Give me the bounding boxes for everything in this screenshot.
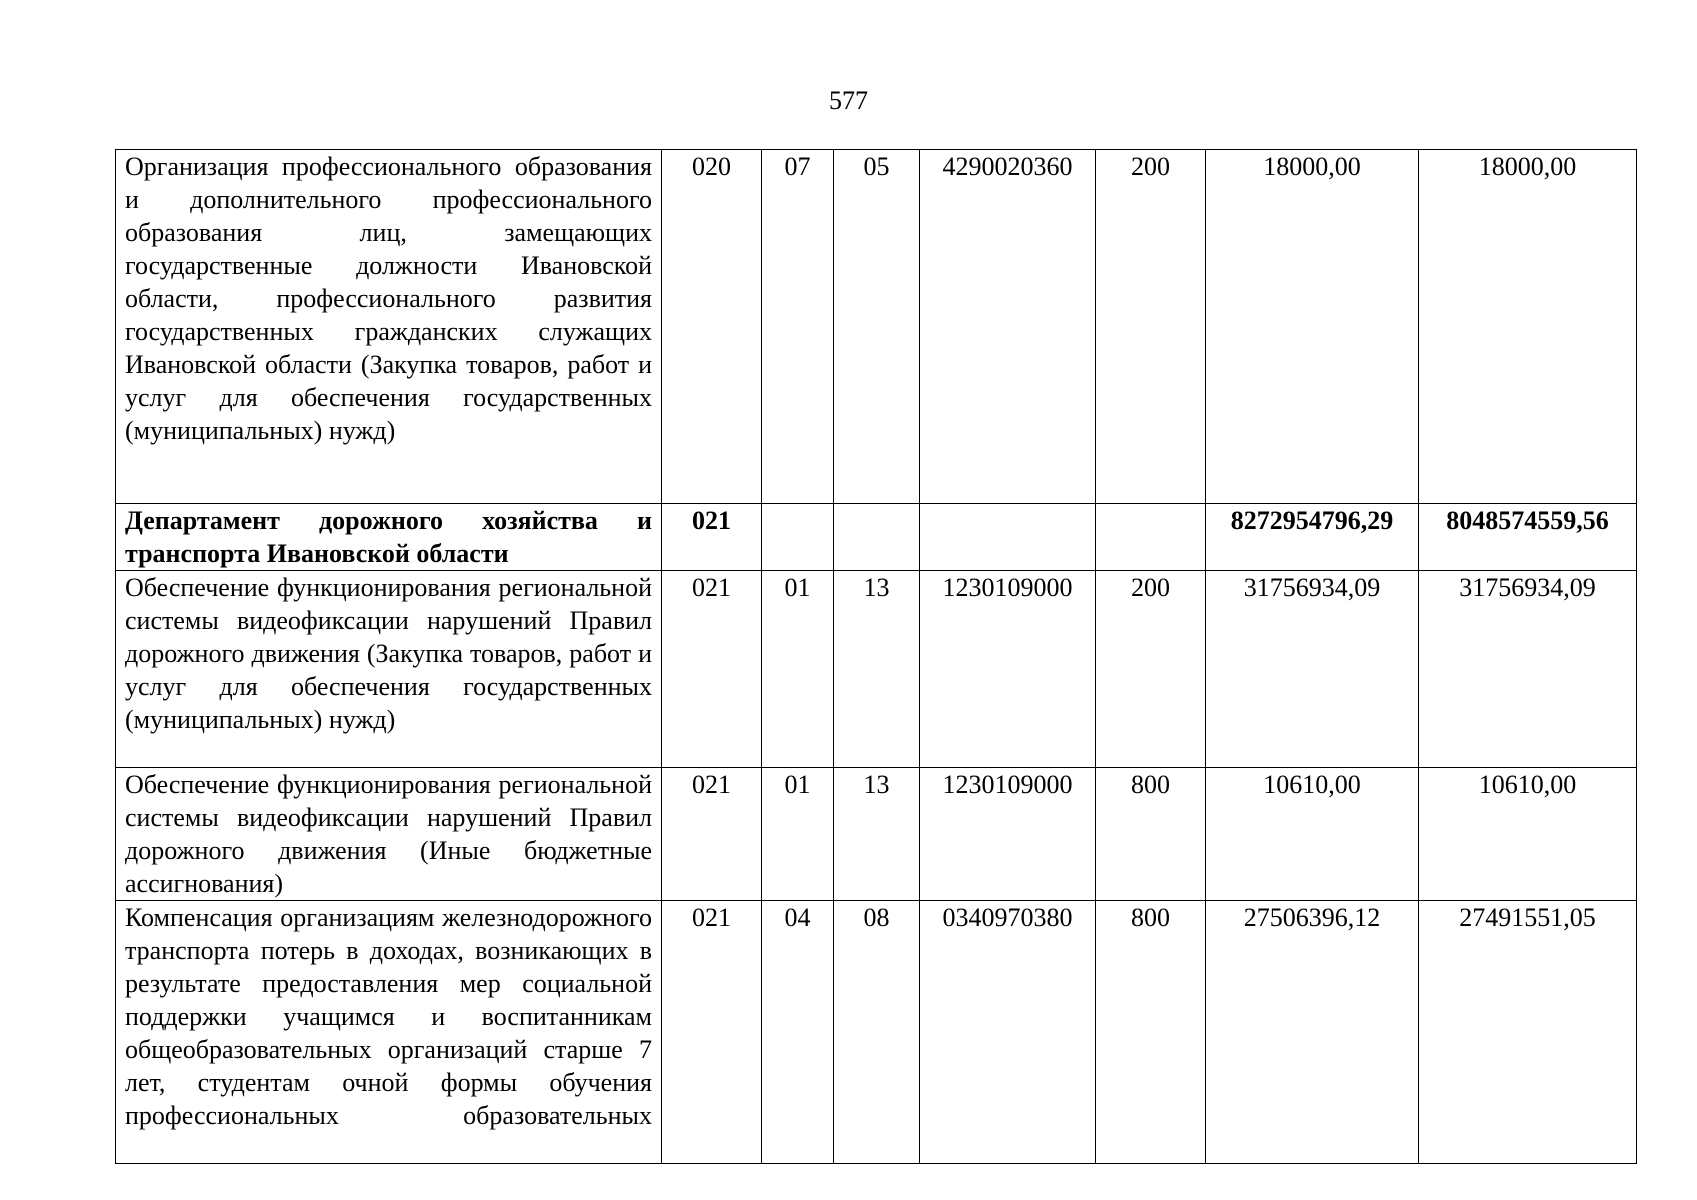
subsection-code: 13 <box>834 768 920 901</box>
expense-type-code: 800 <box>1096 768 1206 901</box>
amount-second: 8048574559,56 <box>1419 504 1637 571</box>
target-article-code: 4290020360 <box>920 150 1096 504</box>
amount-first: 10610,00 <box>1206 768 1419 901</box>
expense-type-code <box>1096 504 1206 571</box>
subsection-code <box>834 504 920 571</box>
amount-first: 18000,00 <box>1206 150 1419 504</box>
row-name: Компенсация организациям железнодорожного транспорта потерь в доходах, возникающих в результате предоставления мер социальной поддержки учащимся и воспитанникам общеобразовательных организаций старше 7 лет, студентам очной формы обучения профессиональных образовательных <box>116 901 662 1164</box>
section-code: 01 <box>762 571 834 768</box>
section-code: 07 <box>762 150 834 504</box>
subsection-code: 08 <box>834 901 920 1164</box>
budget-table <box>115 149 1637 1164</box>
amount-first: 27506396,12 <box>1206 901 1419 1164</box>
table-row <box>116 768 1637 901</box>
target-article-code: 0340970380 <box>920 901 1096 1164</box>
row-name: Обеспечение функционирования региональной системы видеофиксации нарушений Правил дорожного движения (Закупка товаров, работ и услуг для обеспечения государственных (муниципальных) нужд) <box>116 571 662 768</box>
page-number: 577 <box>829 86 868 115</box>
expense-type-code: 800 <box>1096 901 1206 1164</box>
row-name: Департамент дорожного хозяйства и транспорта Ивановской области <box>116 504 662 571</box>
subsection-code: 05 <box>834 150 920 504</box>
amount-first: 31756934,09 <box>1206 571 1419 768</box>
ministry-code: 021 <box>662 768 762 901</box>
ministry-code: 020 <box>662 150 762 504</box>
ministry-code: 021 <box>662 571 762 768</box>
row-name: Обеспечение функционирования региональной системы видеофиксации нарушений Правил дорожного движения (Иные бюджетные ассигнования) <box>116 768 662 901</box>
section-code: 01 <box>762 768 834 901</box>
ministry-code: 021 <box>662 901 762 1164</box>
expense-type-code: 200 <box>1096 571 1206 768</box>
table-row <box>116 571 1637 768</box>
table-row <box>116 150 1637 504</box>
row-name: Организация профессионального образования и дополнительного профессионального образования лиц, замещающих государственные должности Ивановской области, профессионального развития государственных гражданских служащих Ивановской области (Закупка товаров, работ и услуг для обеспечения государственных (муниципальных) нужд) <box>116 150 662 504</box>
target-article-code <box>920 504 1096 571</box>
amount-second: 31756934,09 <box>1419 571 1637 768</box>
expense-type-code: 200 <box>1096 150 1206 504</box>
ministry-code: 021 <box>662 504 762 571</box>
table-row-department <box>116 504 1637 571</box>
target-article-code: 1230109000 <box>920 571 1096 768</box>
subsection-code: 13 <box>834 571 920 768</box>
target-article-code: 1230109000 <box>920 768 1096 901</box>
section-code <box>762 504 834 571</box>
table-row <box>116 901 1637 1164</box>
amount-second: 10610,00 <box>1419 768 1637 901</box>
amount-first: 8272954796,29 <box>1206 504 1419 571</box>
amount-second: 18000,00 <box>1419 150 1637 504</box>
amount-second: 27491551,05 <box>1419 901 1637 1164</box>
section-code: 04 <box>762 901 834 1164</box>
